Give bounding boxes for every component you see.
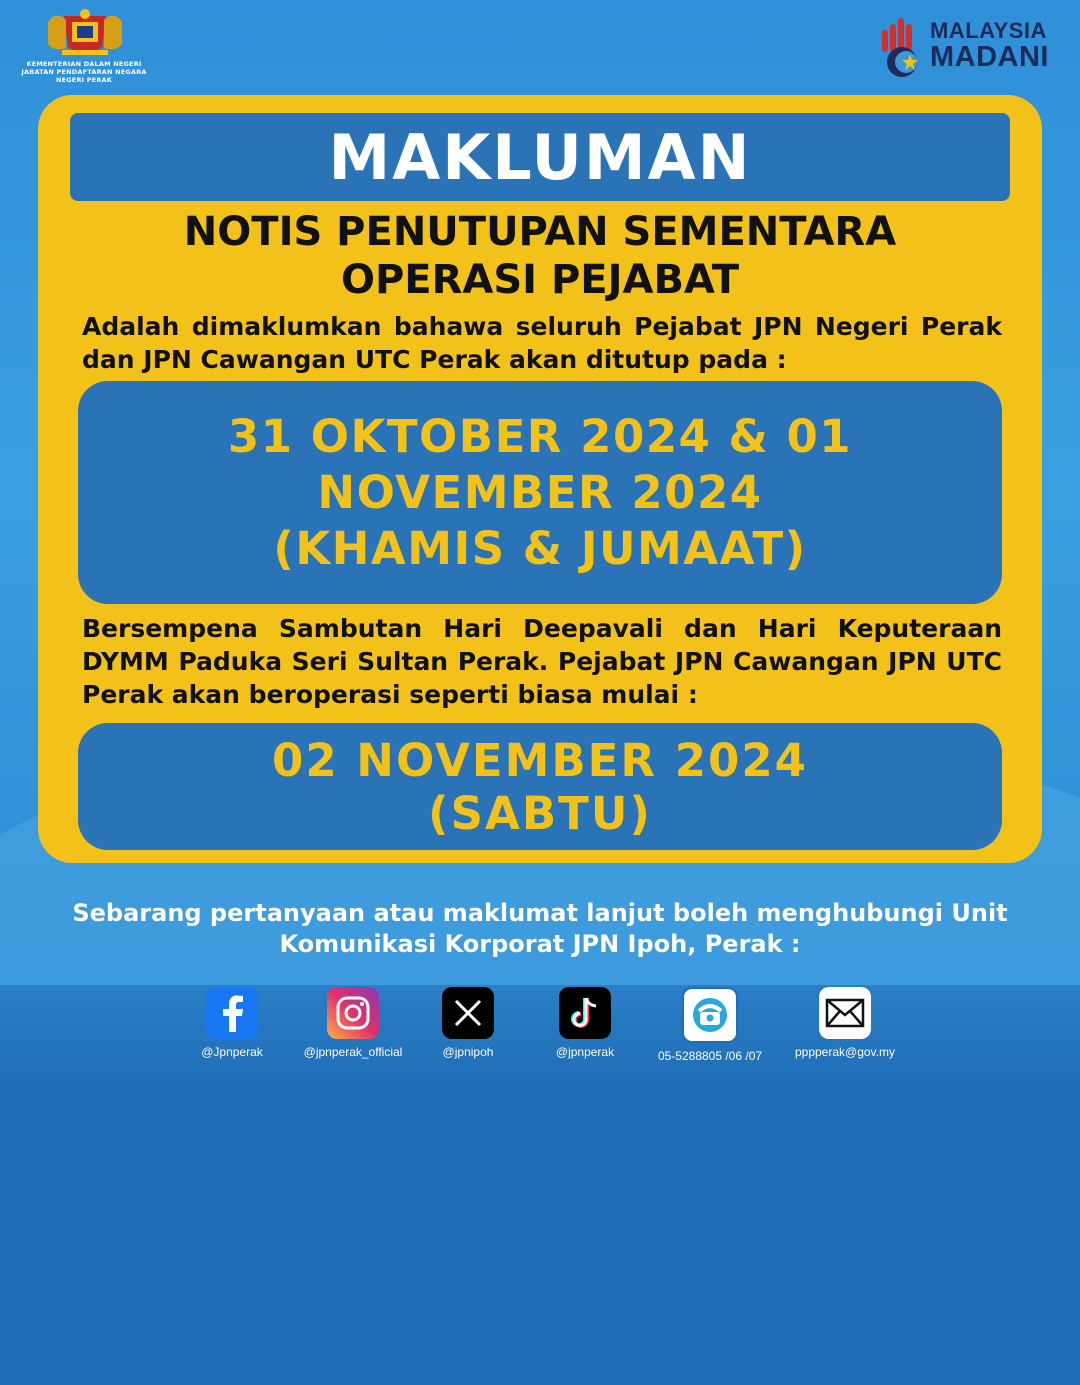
facebook-icon: [206, 987, 258, 1039]
social-label: @jpnperak: [555, 1045, 615, 1059]
reopen-day: (SABTU): [428, 786, 652, 840]
page-title: MAKLUMAN: [328, 120, 752, 194]
phone-icon: [682, 987, 738, 1043]
email-label: pppperak@gov.my: [794, 1045, 895, 1059]
social-label: @jpnipoh: [442, 1045, 494, 1059]
closure-paragraph: Adalah dimaklumkan bahawa seluruh Pejabat JPN Negeri Perak dan JPN Cawangan UTC Perak akan ditutup pada :: [82, 312, 1002, 374]
closure-date-line1: 31 OKTOBER 2024 & 01: [227, 409, 853, 463]
closure-days: (KHAMIS & JUMAAT): [273, 521, 807, 575]
reopen-date: 02 NOVEMBER 2024: [272, 733, 808, 787]
mail-icon: [819, 987, 871, 1039]
x-icon: [442, 987, 494, 1039]
social-x[interactable]: [408, 987, 528, 1059]
notice-title-line2: OPERASI PEJABAT: [340, 257, 740, 303]
social-label: @jpnperak_official: [303, 1045, 403, 1059]
brand-wordmark: [930, 18, 1049, 73]
heading-banner: [70, 113, 1010, 201]
ministry-name: [14, 60, 154, 84]
contact-note: [40, 898, 1040, 960]
social-label: @Jpnperak: [201, 1045, 263, 1059]
closure-date-line2: NOVEMBER 2024: [317, 465, 763, 519]
social-instagram[interactable]: [293, 987, 413, 1059]
reopen-date-box: [78, 723, 1002, 850]
social-tiktok[interactable]: [525, 987, 645, 1059]
contact-phone[interactable]: [650, 987, 770, 1063]
instagram-icon: [327, 987, 379, 1039]
contact-email[interactable]: [785, 987, 905, 1059]
brand-line1: MALAYSIA: [930, 18, 1047, 43]
reopen-paragraph: Bersempena Sambutan Hari Deepavali dan Hari Keputeraan DYMM Paduka Seri Sultan Perak. Pejabat JPN Cawangan JPN UTC Perak akan beroperasi seperti biasa mulai :: [82, 614, 1002, 709]
department-line: JABATAN PENDAFTARAN NEGARA: [21, 68, 147, 76]
ministry-line: KEMENTERIAN DALAM NEGERI: [26, 60, 142, 68]
notice-title: [80, 208, 1000, 304]
tiktok-icon: [559, 987, 611, 1039]
coat-of-arms-icon: [44, 8, 126, 56]
contact-line1: Sebarang pertanyaan atau maklumat lanjut boleh menghubungi Unit: [72, 899, 1008, 927]
closure-dates-box: [78, 381, 1002, 604]
notice-title-line1: NOTIS PENUTUPAN SEMENTARA: [183, 209, 897, 255]
brand-line2: MADANI: [930, 41, 1049, 73]
social-facebook[interactable]: [172, 987, 292, 1059]
state-line: NEGERI PERAK: [55, 76, 113, 84]
contact-line2: Komunikasi Korporat JPN Ipoh, Perak :: [279, 930, 801, 958]
phone-label: 05-5288805 /06 /07: [657, 1049, 763, 1063]
